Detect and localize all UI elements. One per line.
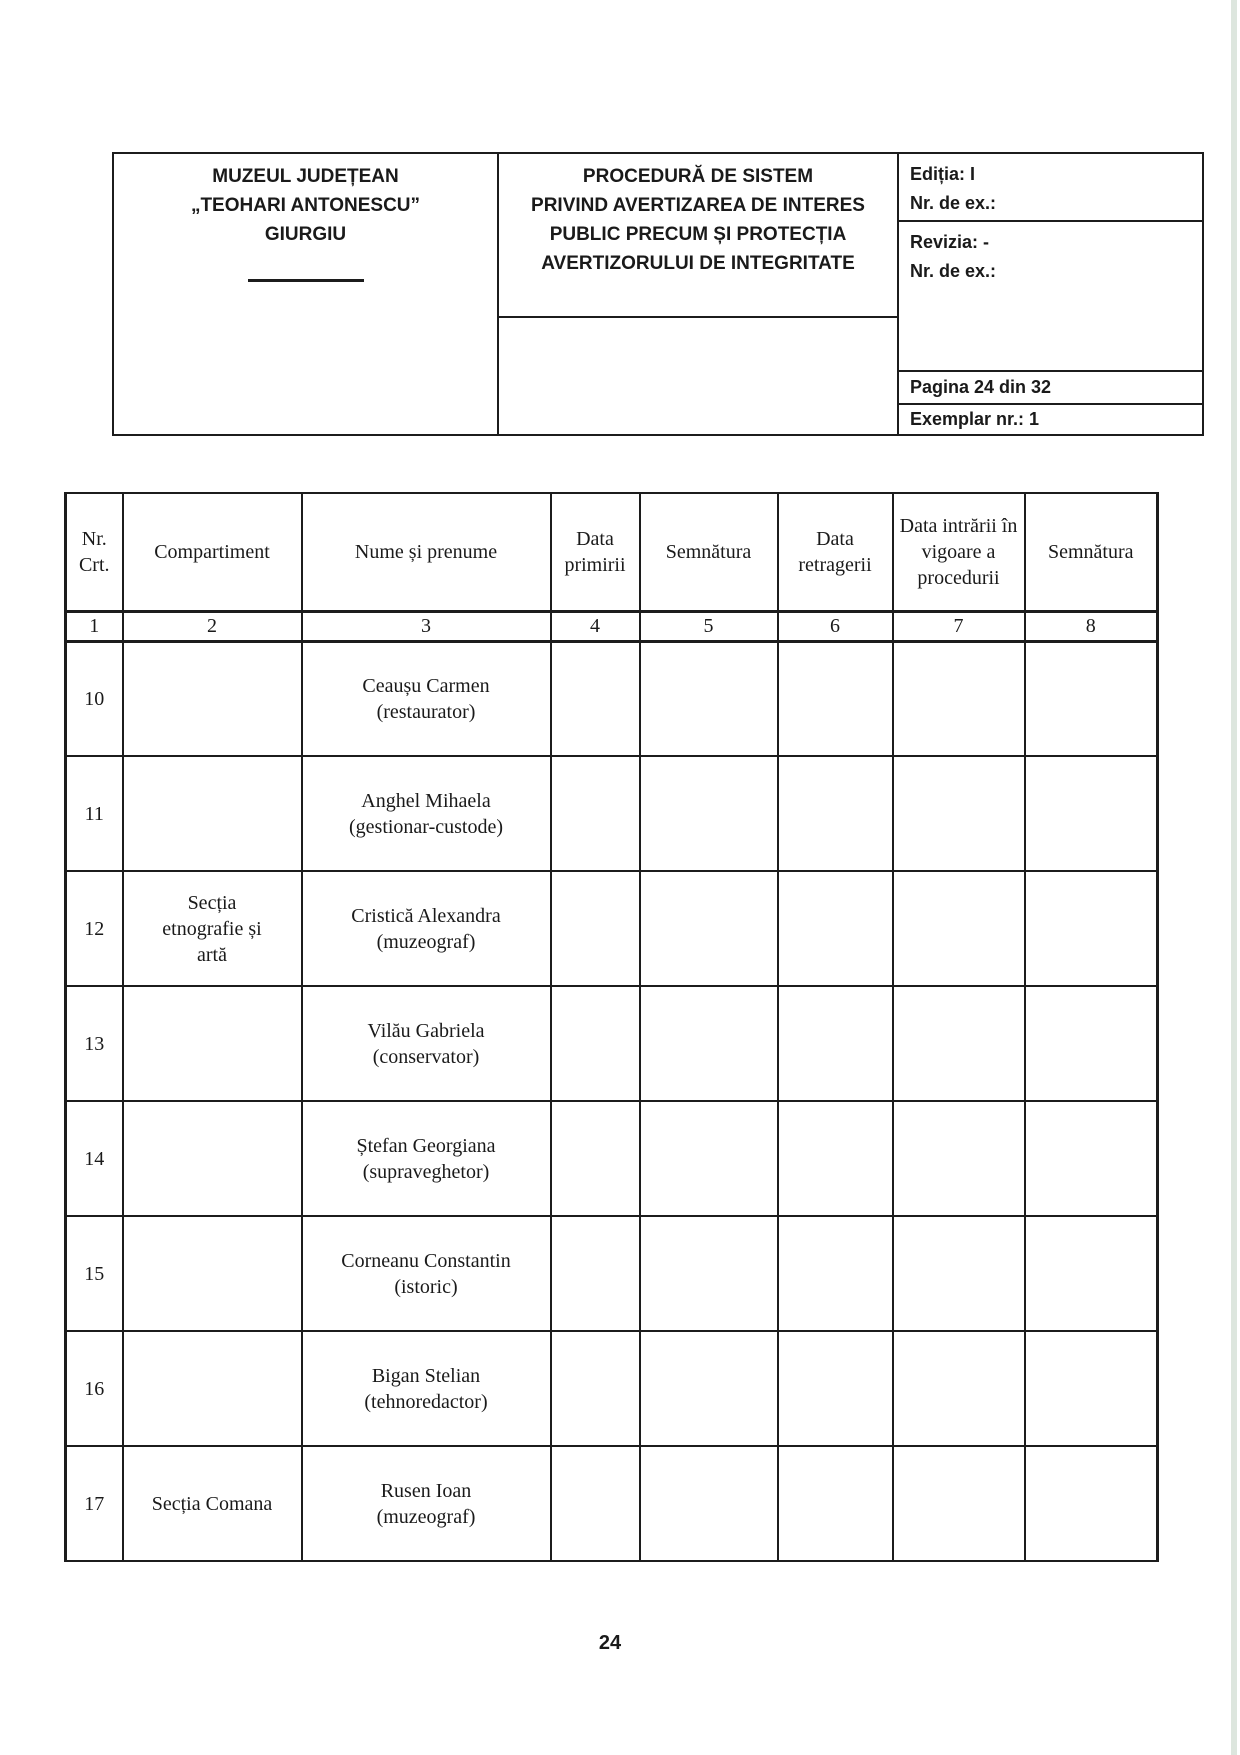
- date-effective-cell: [893, 1101, 1025, 1216]
- procedure-title-line: AVERTIZORULUI DE INTEGRITATE: [541, 253, 855, 274]
- table-header-row: [66, 493, 1158, 611]
- edition-label: Ediția: I: [910, 164, 976, 184]
- compartment-cell: [123, 1216, 302, 1331]
- signature-cell: [640, 1101, 778, 1216]
- page-info-block: [899, 372, 1202, 405]
- signature2-cell: [1025, 1101, 1158, 1216]
- signatures-table: [64, 492, 1159, 1562]
- col-header-semnatura-2: Semnătura: [1025, 493, 1158, 611]
- date-received-cell: [551, 871, 640, 986]
- signature2-cell: [1025, 641, 1158, 756]
- org-name-line: MUZEUL JUDEȚEAN: [212, 166, 399, 187]
- name-cell: [302, 1101, 551, 1216]
- signature2-cell: [1025, 1446, 1158, 1561]
- col-number: 6: [778, 611, 893, 641]
- person-name: Rusen Ioan: [380, 1479, 472, 1502]
- signature-cell: [640, 1216, 778, 1331]
- signature2-cell: [1025, 871, 1158, 986]
- person-name: Corneanu Constantin: [341, 1249, 511, 1272]
- compartment-cell: Secția etnografie și artă: [123, 871, 302, 986]
- person-role: (tehnoredactor): [364, 1390, 488, 1413]
- exemplar-block: [899, 405, 1202, 434]
- col-number: 1: [66, 611, 123, 641]
- person-role: (muzeograf): [376, 930, 476, 953]
- compartment-cell: Secția Comana: [123, 1446, 302, 1561]
- col-header-nr-crt: Nr. Crt.: [66, 493, 123, 611]
- table-row: [66, 986, 1158, 1101]
- table-row: [66, 1446, 1158, 1561]
- procedure-title-line: PRIVIND AVERTIZAREA DE INTERES: [531, 195, 865, 216]
- name-cell: [302, 756, 551, 871]
- row-number-cell: 15: [66, 1216, 123, 1331]
- table-row: [66, 641, 1158, 756]
- date-received-cell: [551, 986, 640, 1101]
- org-name-line: GIURGIU: [264, 224, 347, 245]
- signature-cell: [640, 756, 778, 871]
- date-withdrawal-cell: [778, 1101, 893, 1216]
- signature-cell: [640, 1446, 778, 1561]
- edition-info-cell: [899, 154, 1202, 434]
- procedure-title-cell: [499, 154, 899, 434]
- date-received-cell: [551, 1446, 640, 1561]
- scanned-page-edge: [1231, 0, 1237, 1755]
- person-role: (istoric): [394, 1275, 458, 1298]
- date-withdrawal-cell: [778, 871, 893, 986]
- date-received-cell: [551, 1216, 640, 1331]
- exemplar-label: Exemplar nr.: 1: [910, 409, 1040, 429]
- signature-cell: [640, 1331, 778, 1446]
- row-number-cell: 13: [66, 986, 123, 1101]
- table-row: [66, 1216, 1158, 1331]
- signature2-cell: [1025, 1331, 1158, 1446]
- table-row: [66, 756, 1158, 871]
- revision-block: [899, 222, 1202, 372]
- procedure-title: [499, 154, 897, 318]
- row-number-cell: 17: [66, 1446, 123, 1561]
- name-cell: [302, 1216, 551, 1331]
- name-cell: [302, 871, 551, 986]
- date-withdrawal-cell: [778, 1331, 893, 1446]
- row-number-cell: 12: [66, 871, 123, 986]
- date-effective-cell: [893, 871, 1025, 986]
- compartment-cell: [123, 986, 302, 1101]
- name-cell: [302, 1446, 551, 1561]
- organization-cell: [114, 154, 499, 434]
- copies-label: Nr. de ex.:: [910, 193, 997, 213]
- copies-label: Nr. de ex.:: [910, 261, 997, 281]
- row-number-cell: 16: [66, 1331, 123, 1446]
- table-row: [66, 1331, 1158, 1446]
- person-role: (supraveghetor): [362, 1160, 490, 1183]
- date-withdrawal-cell: [778, 756, 893, 871]
- date-effective-cell: [893, 1331, 1025, 1446]
- signature2-cell: [1025, 756, 1158, 871]
- org-name-line: „TEOHARI ANTONESCU”: [190, 195, 421, 216]
- signature-cell: [640, 871, 778, 986]
- name-cell: [302, 986, 551, 1101]
- date-effective-cell: [893, 1216, 1025, 1331]
- edition-block: [899, 154, 1202, 222]
- row-number-cell: 10: [66, 641, 123, 756]
- date-received-cell: [551, 1331, 640, 1446]
- col-number: 5: [640, 611, 778, 641]
- person-name: Anghel Mihaela: [361, 789, 491, 812]
- procedure-header-box: [112, 152, 1204, 436]
- date-withdrawal-cell: [778, 986, 893, 1101]
- person-name: Cristică Alexandra: [351, 904, 501, 927]
- date-received-cell: [551, 1101, 640, 1216]
- person-name: Bigan Stelian: [371, 1364, 481, 1387]
- col-header-data-intrarii: Data intrării în vigoare a procedurii: [893, 493, 1025, 611]
- column-number-row: [66, 611, 1158, 641]
- compartment-cell: [123, 641, 302, 756]
- date-effective-cell: [893, 1446, 1025, 1561]
- col-header-semnatura-1: Semnătura: [640, 493, 778, 611]
- person-name: Vilău Gabriela: [367, 1019, 485, 1042]
- col-header-compartiment: Compartiment: [123, 493, 302, 611]
- procedure-title-empty-cell: [499, 318, 897, 434]
- person-role: (gestionar-custode): [349, 815, 503, 838]
- col-header-nume: Nume și prenume: [302, 493, 551, 611]
- col-number: 2: [123, 611, 302, 641]
- revision-label: Revizia: -: [910, 232, 990, 252]
- person-name: Ștefan Georgiana: [356, 1134, 496, 1157]
- col-header-data-retragerii: Data retragerii: [778, 493, 893, 611]
- date-effective-cell: [893, 756, 1025, 871]
- date-received-cell: [551, 756, 640, 871]
- col-number: 7: [893, 611, 1025, 641]
- row-number-cell: 11: [66, 756, 123, 871]
- name-cell: [302, 1331, 551, 1446]
- signature-cell: [640, 641, 778, 756]
- page-info-label: Pagina 24 din 32: [910, 377, 1052, 397]
- date-received-cell: [551, 641, 640, 756]
- row-number-cell: 14: [66, 1101, 123, 1216]
- compartment-cell: [123, 756, 302, 871]
- name-cell: [302, 641, 551, 756]
- procedure-title-line: PUBLIC PRECUM ȘI PROTECȚIA: [549, 224, 847, 245]
- org-underline: [248, 279, 364, 282]
- table-row: [66, 1101, 1158, 1216]
- signature2-cell: [1025, 986, 1158, 1101]
- col-number: 4: [551, 611, 640, 641]
- compartment-cell: [123, 1101, 302, 1216]
- date-withdrawal-cell: [778, 1446, 893, 1561]
- date-effective-cell: [893, 986, 1025, 1101]
- col-number: 8: [1025, 611, 1158, 641]
- person-name: Ceaușu Carmen: [362, 674, 490, 697]
- person-role: (restaurator): [376, 700, 476, 723]
- procedure-title-line: PROCEDURĂ DE SISTEM: [582, 166, 814, 187]
- date-withdrawal-cell: [778, 641, 893, 756]
- col-number: 3: [302, 611, 551, 641]
- col-header-data-primirii: Data primirii: [551, 493, 640, 611]
- page-number: 24: [598, 1632, 622, 1654]
- person-role: (muzeograf): [376, 1505, 476, 1528]
- date-withdrawal-cell: [778, 1216, 893, 1331]
- compartment-cell: [123, 1331, 302, 1446]
- table-row: [66, 871, 1158, 986]
- date-effective-cell: [893, 641, 1025, 756]
- signature2-cell: [1025, 1216, 1158, 1331]
- signature-cell: [640, 986, 778, 1101]
- person-role: (conservator): [372, 1045, 480, 1068]
